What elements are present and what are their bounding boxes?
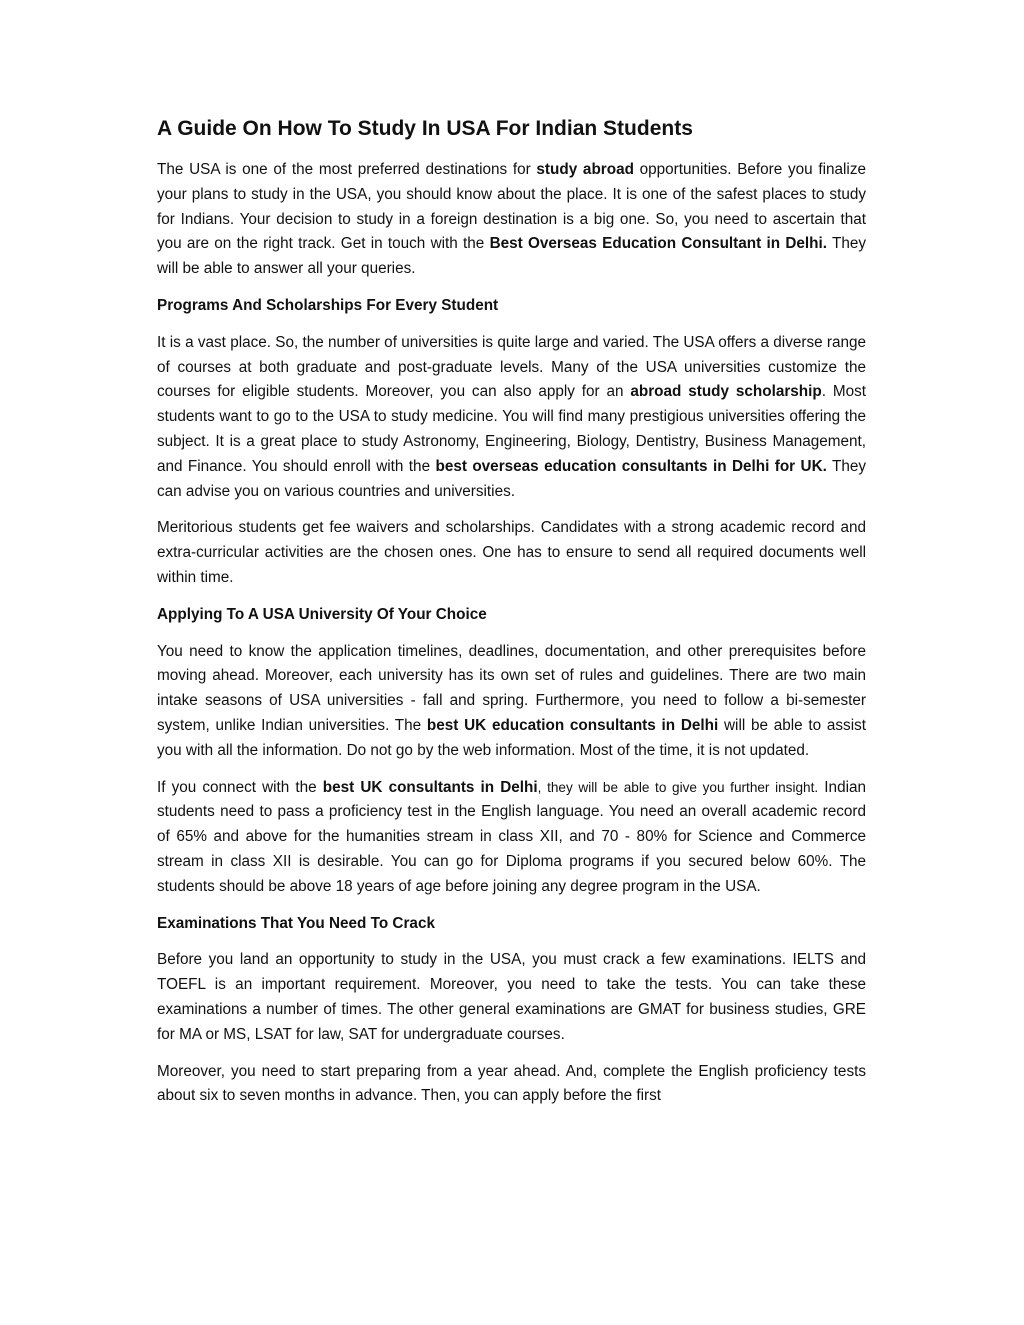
programs-paragraph-1 — [157, 331, 866, 505]
programs-bold-scholarship: abroad study scholarship — [630, 383, 822, 401]
applying-bold-consultants: best UK education consultants in Delhi — [426, 716, 719, 734]
examinations-paragraph-1: Before you land an opportunity to study in the USA, you must crack a few examinations. IELTS and TOEFL is an important requirement. Moreover, you need to take the tests. You can take these examinations a number of times. The other general examinations are GMAT for business studies, GRE for MA or MS, LSAT for law, SAT for undergraduate courses. — [157, 951, 866, 1043]
intro-paragraph — [157, 158, 866, 282]
intro-bold-study-abroad: study abroad — [536, 161, 634, 178]
applying-p2-text-1: If you connect with the — [157, 778, 323, 796]
programs-paragraph-2: Meritorious students get fee waivers and scholarships. Candidates with a strong academic record and extra-curricular activities are the chosen ones. One has to ensure to send all required documents well within time. — [157, 519, 866, 586]
applying-paragraph-2 — [157, 776, 866, 900]
applying-text-2: will be able to assist you with all the information. Do not go by the web information. Most of the time, it is not updated. — [157, 716, 866, 759]
programs-bold-consultants: best overseas education consultants in Delhi for UK. — [435, 457, 827, 475]
section-heading-applying: Applying To A USA University Of Your Choice — [157, 605, 487, 623]
section-heading-examinations: Examinations That You Need To Crack — [157, 914, 435, 932]
applying-p2-small-text: , they will be able to give you further insight. — [537, 779, 819, 795]
applying-text-1: You need to know the application timelines, deadlines, documentation, and other prerequisites before moving ahead. Moreover, each university has its own set of rules and guidelines. There are two main intake seasons of USA universities - fall and spring. Furthermore, you need to follow a bi-semester system, unlike Indian universities. The — [157, 642, 866, 734]
applying-paragraph-1 — [157, 640, 866, 764]
intro-bold-consultant: Best Overseas Education Consultant in Delhi. — [489, 235, 827, 253]
intro-text-1: The USA is one of the most preferred destinations for — [157, 161, 537, 178]
applying-p2-bold-consultants: best UK consultants in Delhi — [322, 778, 538, 796]
applying-p2-text-2: Indian students need to pass a proficiency test in the English language. You need an overall academic record of 65% and above for the humanities stream in class XII, and 70 - 80% for Science and Commerce stream in class XII is desirable. You can go for Diploma programs if you secured below 60%. The students should be above 18 years of age before joining any degree program in the USA. — [157, 778, 866, 895]
programs-text-3: They can advise you on various countries and universities. — [157, 457, 867, 500]
document-page — [157, 114, 866, 1121]
programs-text-2: . Most students want to go to the USA to study medicine. You will find many prestigious universities offering the subject. It is a great place to study Astronomy, Engineering, Biology, Dentistry, Business Management, and Finance. You should enroll with the — [157, 383, 867, 475]
document-title: A Guide On How To Study In USA For Indian Students — [157, 117, 693, 140]
section-heading-programs: Programs And Scholarships For Every Student — [157, 296, 499, 314]
intro-text-2: opportunities. Before you finalize your plans to study in the USA, you should know about the place. It is one of the safest places to study for Indians. Your decision to study in a foreign destination is a big one. So, you need to ascertain that you are on the right track. Get in touch with the — [157, 161, 866, 253]
examinations-paragraph-2: Moreover, you need to start preparing from a year ahead. And, complete the English proficiency tests about six to seven months in advance. Then, you can apply before the first — [157, 1062, 866, 1105]
programs-text-1: It is a vast place. So, the number of universities is quite large and varied. The USA offers a diverse range of courses at both graduate and post-graduate levels. Many of the USA universities customize the courses for eligible students. Moreover, you can also apply for an — [157, 333, 866, 401]
intro-text-3: They will be able to answer all your queries. — [157, 235, 866, 278]
